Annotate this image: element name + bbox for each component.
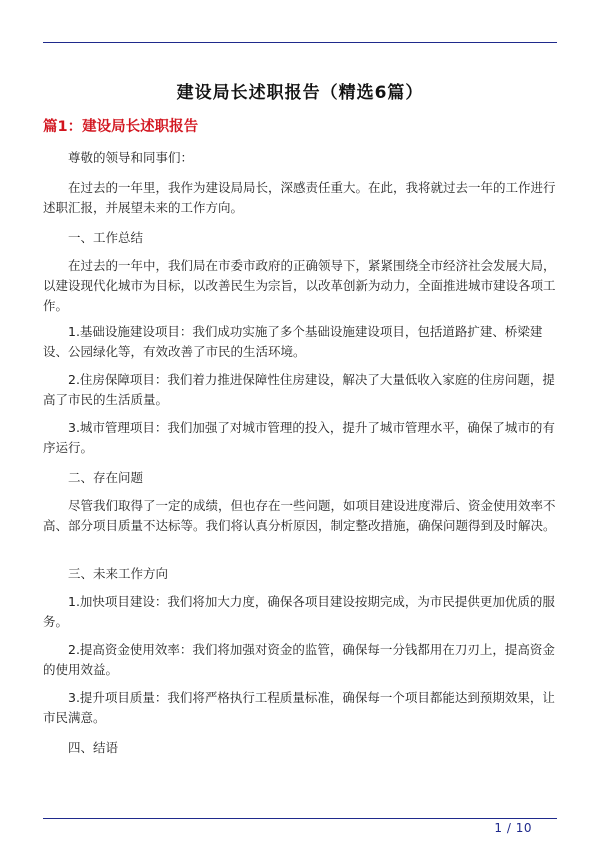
paragraph-intro: 在过去的一年里，我作为建设局局长，深感责任重大。在此，我将就过去一年的工作进行述职汇报，并展望未来的工作方向。	[43, 180, 556, 215]
heading-conclusion: 四、结语	[68, 740, 119, 755]
paragraph-summary: 在过去的一年中，我们局在市委市政府的正确领导下，紧紧围绕全市经济社会发展大局，以建设现代化城市为目标，以改善民生为宗旨，以改革创新为动力，全面推进城市建设各项工作。	[43, 258, 556, 313]
paragraph-future-item-3: 3.提升项目质量：我们将严格执行工程质量标准，确保每一个项目都能达到预期效果，让市民满意。	[43, 690, 555, 725]
paragraph-future-item-2: 2.提高资金使用效率：我们将加强对资金的监管，确保每一分钱都用在刀刃上，提高资金的使用效益。	[43, 642, 555, 677]
section-title: 篇1：建设局长述职报告	[43, 119, 199, 135]
heading-problems: 二、存在问题	[68, 470, 144, 485]
paragraph-item-city-management: 3.城市管理项目：我们加强了对城市管理的投入，提升了城市管理水平，确保了城市的有序运行。	[43, 420, 555, 455]
paragraph-item-housing: 2.住房保障项目：我们着力推进保障性住房建设，解决了大量低收入家庭的住房问题，提高了市民的生活质量。	[43, 372, 555, 407]
paragraph-future-item-1: 1.加快项目建设：我们将加大力度，确保各项目建设按期完成，为市民提供更加优质的服务。	[43, 594, 555, 629]
heading-work-summary: 一、工作总结	[68, 230, 144, 245]
document-title: 建设局长述职报告（精选6篇）	[176, 83, 424, 103]
heading-future-direction: 三、未来工作方向	[68, 566, 169, 581]
paragraph-item-infrastructure: 1.基础设施建设项目：我们成功实施了多个基础设施建设项目，包括道路扩建、桥梁建设、公园绿化等，有效改善了市民的生活环境。	[43, 324, 543, 359]
footer-rule	[43, 818, 557, 819]
page-number: 1 / 10	[494, 821, 532, 835]
paragraph-salutation: 尊敬的领导和同事们：	[68, 150, 194, 165]
header-rule	[43, 42, 557, 43]
paragraph-problems: 尽管我们取得了一定的成绩，但也存在一些问题，如项目建设进度滞后、资金使用效率不高、部分项目质量不达标等。我们将认真分析原因，制定整改措施，确保问题得到及时解决。	[43, 498, 556, 533]
